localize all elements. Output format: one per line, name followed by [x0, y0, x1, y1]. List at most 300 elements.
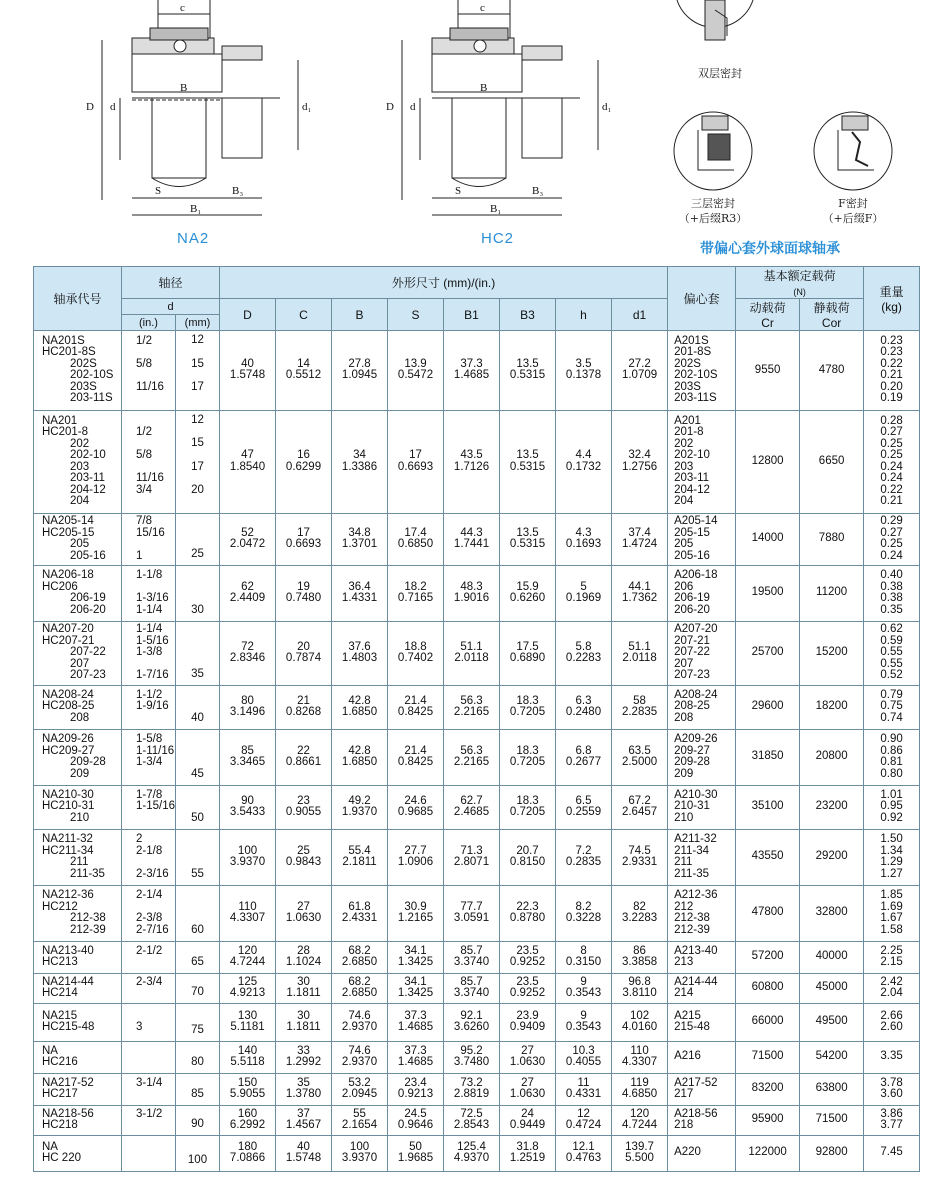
inch-line: 1-1/4 — [136, 603, 163, 616]
table-row — [34, 941, 920, 973]
C-cell — [276, 565, 332, 621]
weight-line: 1.50 — [880, 833, 903, 845]
collar-line: A207-20 — [674, 623, 718, 636]
header-B1: B1 — [444, 299, 500, 331]
collar-line: 202-10 — [674, 449, 710, 461]
collar-line: 201-8 — [674, 426, 704, 438]
S-line: 0.9646 — [397, 1119, 434, 1131]
D-line: 90 — [241, 794, 254, 807]
weight-line: 0.40 — [880, 569, 903, 581]
inch-line: 1-3/4 — [136, 756, 163, 768]
triple-seal-label: 三层密封 — [691, 197, 735, 210]
d1-line: 119 — [630, 1076, 649, 1089]
B3-line: 0.6260 — [509, 592, 546, 604]
weight-cell — [864, 685, 920, 729]
D-cell — [220, 829, 276, 885]
d1-line: 4.0160 — [621, 1021, 658, 1033]
B1-line: 73.2 — [460, 1076, 483, 1089]
inch-cell — [122, 1003, 176, 1041]
model-line: NA211-32 — [42, 833, 93, 845]
cor-cell: 63800 — [800, 1073, 864, 1105]
collar-line: A220 — [674, 1146, 701, 1159]
collar-line: A214-44 — [674, 975, 718, 988]
S-cell — [388, 885, 444, 941]
h-line: 6.5 — [575, 794, 592, 807]
model-line: NA217-52 — [42, 1076, 94, 1089]
B1-cell — [444, 729, 500, 785]
weight-line: 0.21 — [880, 369, 903, 382]
model-line: HC211-34 — [42, 844, 94, 857]
collar-line: 207 — [674, 657, 694, 670]
B3-line: 18.3 — [516, 694, 539, 707]
inch-line — [136, 496, 173, 508]
inch-cell — [122, 941, 176, 973]
C-line: 1.1024 — [285, 956, 322, 968]
svg-text:B: B — [480, 82, 488, 94]
B-cell — [332, 1135, 388, 1171]
B3-line: 0.7205 — [509, 706, 546, 718]
inch-line — [136, 1046, 173, 1058]
weight-line: 1.29 — [880, 856, 903, 868]
D-line: 4.3307 — [229, 912, 266, 924]
model-line: HC207-21 — [42, 634, 95, 647]
h-cell — [556, 513, 612, 565]
B3-line: 0.5315 — [509, 369, 546, 382]
inch-line: 2-7/16 — [136, 923, 169, 936]
weight-cell — [864, 1135, 920, 1171]
B-line: 27.8 — [348, 357, 371, 370]
B-line: 74.6 — [348, 1009, 371, 1022]
C-cell — [276, 685, 332, 729]
mm-line: 90 — [191, 1118, 204, 1130]
C-line: 0.9843 — [285, 856, 322, 868]
h-cell — [556, 1105, 612, 1135]
cr-cell: 43550 — [736, 829, 800, 885]
mm-line: 50 — [191, 812, 204, 824]
D-line: 5.1181 — [230, 1021, 265, 1033]
mm-line: 80 — [191, 1056, 204, 1068]
B1-line: 2.2165 — [453, 756, 490, 768]
inch-line — [136, 1142, 173, 1154]
B1-cell — [444, 1105, 500, 1135]
d1-line: 1.4724 — [621, 538, 658, 550]
mm-cell — [176, 885, 220, 941]
table-row — [34, 331, 920, 411]
B3-line: 1.0630 — [509, 1088, 546, 1100]
h-line: 8 — [580, 944, 587, 957]
B-cell — [332, 941, 388, 973]
B3-cell — [500, 621, 556, 685]
B3-line: 0.9449 — [509, 1119, 546, 1131]
inch-line: 15/16 — [136, 526, 165, 539]
B3-line: 13.5 — [516, 449, 539, 461]
B3-line: 31.8 — [516, 1140, 539, 1153]
model-line: 203S — [70, 380, 97, 393]
B3-line: 27 — [521, 1076, 534, 1089]
C-line: 30 — [297, 975, 310, 988]
collar-line: 212-39 — [674, 923, 710, 936]
d1-cell — [612, 1105, 668, 1135]
inch-line: 3/4 — [136, 483, 152, 496]
cor-cell: 54200 — [800, 1041, 864, 1073]
diagram-area — [0, 0, 950, 262]
weight-line: 0.79 — [880, 688, 903, 701]
model-line: HC206 — [42, 580, 78, 593]
header-mm: (mm) — [176, 315, 220, 331]
B-line: 55.4 — [348, 844, 371, 857]
d1-line: 82 — [633, 900, 646, 913]
B1-line: 3.6260 — [453, 1021, 490, 1033]
C-line: 1.0630 — [285, 912, 322, 924]
f-seal-caption — [812, 196, 894, 226]
C-cell — [276, 885, 332, 941]
B3-cell — [500, 1003, 556, 1041]
D-line: 160 — [237, 1107, 258, 1120]
B1-line: 72.5 — [460, 1107, 483, 1120]
weight-line: 1.34 — [880, 844, 903, 857]
cr-cell: 19500 — [736, 565, 800, 621]
C-cell — [276, 410, 332, 513]
B-line: 1.4803 — [341, 652, 378, 664]
weight-line: 0.22 — [880, 357, 903, 370]
D-line: 7.0866 — [229, 1152, 266, 1164]
inch-line: 1/2 — [136, 426, 152, 438]
collar-cell — [668, 973, 736, 1003]
B3-line: 23.5 — [516, 975, 539, 988]
S-line: 1.2165 — [397, 912, 434, 924]
D-cell — [220, 885, 276, 941]
B1-line: 95.2 — [460, 1044, 483, 1057]
f-seal-suffix: （+后缀F） — [822, 212, 884, 225]
h-line: 0.1378 — [565, 369, 602, 382]
weight-line: 0.25 — [880, 538, 903, 550]
B-line: 2.9370 — [341, 1021, 378, 1033]
weight-line: 1.27 — [880, 867, 903, 880]
collar-line: 210 — [674, 811, 694, 824]
D-cell — [220, 410, 276, 513]
weight-line: 0.35 — [880, 603, 903, 616]
h-line: 5.8 — [575, 640, 592, 653]
B1-line: 85.7 — [460, 975, 483, 988]
main-title: 带偏心套外球面球轴承 — [700, 241, 840, 257]
collar-line: 204-12 — [674, 483, 710, 496]
collar-line: 207-21 — [674, 634, 710, 647]
d1-line: 3.2283 — [621, 912, 658, 924]
weight-line: 0.81 — [880, 756, 903, 768]
D-line: 62 — [241, 580, 254, 593]
model-cell — [34, 973, 122, 1003]
d1-cell — [612, 410, 668, 513]
table-row — [34, 565, 920, 621]
B-line: 36.4 — [348, 580, 371, 593]
B-cell — [332, 1105, 388, 1135]
mm-cell — [176, 785, 220, 829]
B3-line: 20.7 — [516, 844, 539, 857]
B3-line: 27 — [521, 1044, 534, 1057]
h-cell — [556, 785, 612, 829]
mm-cell — [176, 331, 220, 411]
B1-line: 85.7 — [460, 944, 483, 957]
model-line: NA205-14 — [42, 515, 94, 527]
inch-line: 2-1/4 — [136, 889, 163, 901]
svg-text:d₁: d₁ — [302, 101, 312, 113]
B3-line: 0.9252 — [509, 987, 546, 999]
mm-cell — [176, 513, 220, 565]
h-line: 0.1732 — [565, 460, 602, 473]
collar-line: 209-27 — [674, 744, 710, 757]
mm-cell — [176, 1003, 220, 1041]
collar-line: 202S — [674, 357, 701, 370]
collar-cell — [668, 685, 736, 729]
D-line: 2.8346 — [229, 652, 266, 664]
d1-line: 27.2 — [628, 357, 651, 370]
model-line: NA218-56 — [42, 1107, 94, 1120]
S-line: 0.7165 — [397, 592, 434, 604]
inch-line: 2-1/8 — [136, 844, 163, 857]
B1-line: 71.3 — [460, 844, 483, 857]
B1-line: 44.3 — [460, 526, 483, 539]
inch-line: 1-5/8 — [136, 733, 163, 745]
B-cell — [332, 885, 388, 941]
B1-cell — [444, 829, 500, 885]
B-line: 1.3701 — [341, 538, 378, 550]
mm-line: 75 — [191, 1024, 204, 1036]
d1-line: 5.500 — [625, 1152, 654, 1164]
weight-line: 2.04 — [880, 987, 903, 999]
D-line: 3.9370 — [229, 856, 266, 868]
S-line: 0.9685 — [397, 806, 434, 818]
D-line: 150 — [237, 1076, 258, 1089]
h-cell — [556, 941, 612, 973]
weight-line: 0.27 — [880, 526, 903, 539]
B1-line: 56.3 — [460, 744, 483, 757]
collar-line: 209-28 — [674, 756, 710, 768]
collar-line: 203-11S — [674, 392, 717, 405]
weight-line: 1.67 — [880, 912, 903, 924]
model-line: NA — [42, 1140, 58, 1153]
B1-line: 2.0118 — [454, 652, 489, 664]
C-cell — [276, 621, 332, 685]
collar-line: A210-30 — [674, 788, 718, 801]
header-d: d — [122, 299, 220, 315]
weight-line: 3.78 — [880, 1076, 903, 1089]
B1-cell — [444, 941, 500, 973]
header-static — [800, 299, 864, 331]
model-line: HC212 — [42, 900, 78, 913]
inch-cell — [122, 685, 176, 729]
inch-line: 3-1/2 — [136, 1107, 163, 1120]
collar-cell — [668, 331, 736, 411]
model-line: HC215-48 — [42, 1021, 95, 1033]
h-cell — [556, 685, 612, 729]
cr-cell: 29600 — [736, 685, 800, 729]
weight-line: 2.25 — [880, 944, 903, 957]
weight-cell — [864, 1105, 920, 1135]
d1-line: 1.2756 — [621, 460, 658, 473]
cor-cell: 23200 — [800, 785, 864, 829]
S-line: 37.3 — [404, 1044, 427, 1057]
mm-line: 30 — [191, 604, 204, 616]
model-cell — [34, 941, 122, 973]
D-line: 3.5433 — [229, 806, 266, 818]
model-line: 207-23 — [70, 669, 106, 682]
weight-line: 0.86 — [880, 744, 903, 757]
d1-line: 139.7 — [625, 1140, 654, 1153]
B1-line: 77.7 — [460, 900, 483, 913]
header-h: h — [556, 299, 612, 331]
mm-line: 85 — [191, 1088, 204, 1100]
D-line: 47 — [241, 449, 254, 461]
B-cell — [332, 565, 388, 621]
h-line: 0.3228 — [565, 912, 602, 924]
B-line: 2.1654 — [341, 1119, 378, 1131]
cr-cell: 47800 — [736, 885, 800, 941]
d1-line: 1.0709 — [621, 369, 658, 382]
table-row — [34, 410, 920, 513]
weight-cell — [864, 729, 920, 785]
h-line: 0.4331 — [565, 1088, 602, 1100]
model-line: 211-35 — [70, 867, 105, 880]
h-line: 0.2480 — [565, 706, 602, 718]
model-cell — [34, 1003, 122, 1041]
B1-line: 3.3740 — [453, 987, 490, 999]
mm-line: 17 — [191, 460, 204, 473]
inch-line: 11/16 — [136, 472, 164, 484]
inch-line: 1-11/16 — [136, 744, 175, 757]
B-line: 3.9370 — [341, 1152, 378, 1164]
header-dims: 外形尺寸 (mm)/(in.) — [220, 267, 668, 299]
collar-line: 217 — [674, 1088, 694, 1100]
weight-line: 0.52 — [880, 669, 903, 682]
weight-cell — [864, 621, 920, 685]
d1-cell — [612, 1041, 668, 1073]
model-cell — [34, 685, 122, 729]
S-line: 0.5472 — [397, 369, 434, 382]
inch-line: 1-9/16 — [136, 700, 169, 713]
d1-cell — [612, 685, 668, 729]
B1-line: 1.7441 — [453, 538, 490, 550]
weight-cell — [864, 1003, 920, 1041]
collar-line: 214 — [674, 987, 694, 999]
model-line: NA207-20 — [42, 623, 94, 636]
B1-line: 1.4685 — [453, 369, 490, 382]
model-line: 208 — [70, 711, 90, 724]
inch-line — [136, 957, 173, 969]
collar-line: 209 — [674, 767, 694, 780]
collar-cell — [668, 785, 736, 829]
B3-line: 0.8780 — [509, 912, 546, 924]
S-line: 0.6693 — [397, 460, 434, 473]
model-line: 212-39 — [70, 923, 106, 936]
C-line: 40 — [297, 1140, 310, 1153]
D-line: 3.1496 — [229, 706, 266, 718]
weight-line: 0.19 — [880, 392, 903, 405]
collar-cell — [668, 621, 736, 685]
triple-seal-suffix: （+后缀R3） — [678, 212, 748, 225]
header-S: S — [388, 299, 444, 331]
B3-cell — [500, 513, 556, 565]
B3-cell — [500, 973, 556, 1003]
B-cell — [332, 729, 388, 785]
C-line: 21 — [297, 694, 310, 707]
D-cell — [220, 1041, 276, 1073]
weight-cell — [864, 885, 920, 941]
collar-cell — [668, 729, 736, 785]
collar-line: 213 — [674, 956, 694, 968]
collar-line: 204 — [674, 495, 694, 507]
h-line: 4.3 — [575, 526, 592, 539]
B1-line: 3.3740 — [453, 956, 490, 968]
cor-cell: 6650 — [800, 410, 864, 513]
D-line: 3.3465 — [229, 756, 266, 768]
svg-text:B₃: B₃ — [532, 185, 544, 197]
D-cell — [220, 1003, 276, 1041]
d1-cell — [612, 1073, 668, 1105]
collar-line: 211 — [674, 856, 693, 868]
B-cell — [332, 685, 388, 729]
model-line: NA208-24 — [42, 688, 94, 701]
d1-line: 51.1 — [628, 640, 651, 653]
svg-text:B₃: B₃ — [232, 185, 244, 197]
S-line: 17.4 — [404, 526, 427, 539]
B3-line: 0.5315 — [509, 460, 546, 473]
inch-line: 1-3/16 — [136, 592, 169, 604]
B3-line: 23.5 — [516, 944, 539, 957]
table-row — [34, 829, 920, 885]
model-line: HC218 — [42, 1119, 78, 1131]
B1-line: 51.1 — [460, 640, 483, 653]
header-load — [736, 267, 864, 299]
h-line: 0.3543 — [565, 1021, 602, 1033]
B1-line: 3.7480 — [453, 1056, 490, 1068]
B1-line: 2.8071 — [453, 856, 490, 868]
B1-cell — [444, 331, 500, 411]
model-cell — [34, 829, 122, 885]
inch-cell — [122, 565, 176, 621]
collar-line: A205-14 — [674, 515, 718, 527]
C-cell — [276, 829, 332, 885]
D-line: 4.7244 — [229, 956, 266, 968]
table-row — [34, 1003, 920, 1041]
D-cell — [220, 1135, 276, 1171]
mm-cell — [176, 829, 220, 885]
B3-line: 0.7205 — [509, 806, 546, 818]
model-cell — [34, 621, 122, 685]
C-line: 1.1811 — [286, 1021, 321, 1033]
weight-line: 0.55 — [880, 657, 903, 670]
collar-cell — [668, 941, 736, 973]
h-line: 10.3 — [572, 1044, 595, 1057]
S-line: 37.3 — [404, 1009, 427, 1022]
B1-cell — [444, 973, 500, 1003]
C-line: 14 — [297, 357, 310, 370]
h-line: 6.3 — [575, 694, 592, 707]
B1-line: 62.7 — [460, 794, 483, 807]
model-cell — [34, 513, 122, 565]
B1-cell — [444, 785, 500, 829]
d1-cell — [612, 621, 668, 685]
weight-line: 0.95 — [880, 800, 903, 813]
model-line: NA212-36 — [42, 889, 94, 901]
h-cell — [556, 565, 612, 621]
D-line: 5.9055 — [229, 1088, 266, 1100]
inch-line: 1-7/8 — [136, 788, 163, 801]
collar-line: A218-56 — [674, 1107, 718, 1120]
S-line: 1.3425 — [397, 956, 434, 968]
D-line: 6.2992 — [229, 1119, 266, 1131]
collar-line: 205-15 — [674, 526, 710, 539]
h-cell — [556, 729, 612, 785]
